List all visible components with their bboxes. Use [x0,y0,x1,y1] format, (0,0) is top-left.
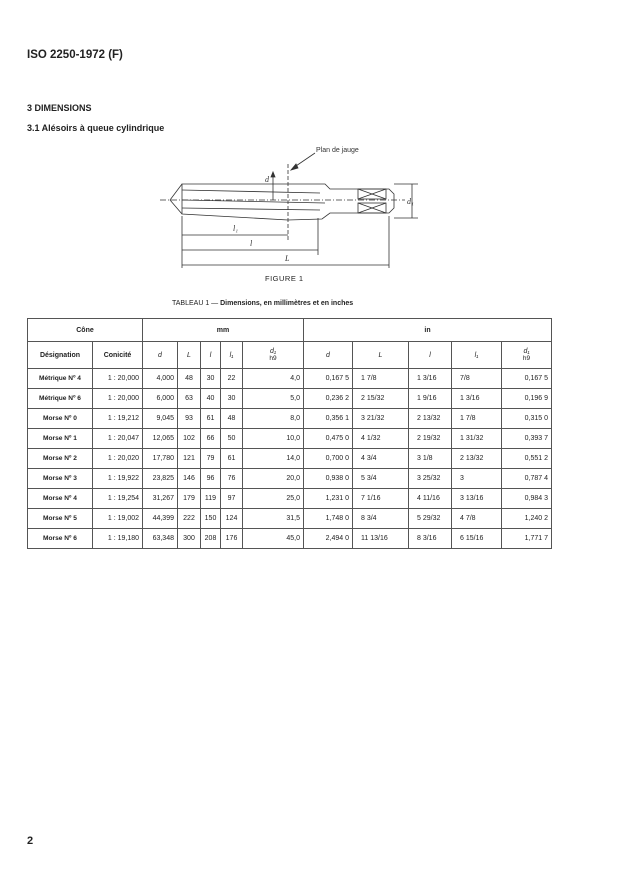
table-cell: 8 3/16 [409,529,452,549]
table-cell: 10,0 [243,429,304,449]
col-header-designation: Désignation [28,342,93,369]
table-cell: 66 [201,429,221,449]
table-cell: 22 [221,369,243,389]
table-cell: 3 [452,469,502,489]
table-cell: 4 1/32 [353,429,409,449]
table-cell: 44,399 [143,509,178,529]
table-cell: 0,475 0 [304,429,353,449]
table-cell: 0,167 5 [502,369,552,389]
table-cell: 2 19/32 [409,429,452,449]
section-heading: 3 DIMENSIONS [27,103,92,113]
label-d1: d₁ [407,197,414,206]
table-cell: 1 7/8 [452,409,502,429]
tolerance-label: h9 [269,355,277,362]
table-cell: 0,984 3 [502,489,552,509]
table-cell: 79 [201,449,221,469]
d1-label: d₁ [269,348,277,355]
table-cell: 1 : 20,047 [93,429,143,449]
table-cell: Morse Nº 0 [28,409,93,429]
table-cell: 50 [221,429,243,449]
table-cell: 121 [178,449,201,469]
table-cell: 61 [201,409,221,429]
tolerance-label: h9 [522,355,531,362]
table-cell: Morse Nº 4 [28,489,93,509]
table-cell: 48 [221,409,243,429]
table-cell: 0,551 2 [502,449,552,469]
table-cell: 7 1/16 [353,489,409,509]
table-cell: 8,0 [243,409,304,429]
table-cell: 5,0 [243,389,304,409]
table-cell: 9,045 [143,409,178,429]
table-cell: 3 21/32 [353,409,409,429]
table-cell: 1 31/32 [452,429,502,449]
table-cell: 1,771 7 [502,529,552,549]
table-cell: 1 9/16 [409,389,452,409]
table-cell: 48 [178,369,201,389]
table-caption-text: Dimensions, en millimètres et en inches [220,300,354,307]
table-cell: 96 [201,469,221,489]
table-cell: 3 25/32 [409,469,452,489]
table-cell: 150 [201,509,221,529]
table-row [28,489,552,509]
table-cell: 1,231 0 [304,489,353,509]
group-header-cone: Cône [28,319,143,342]
table-cell: Métrique Nº 6 [28,389,93,409]
table-caption [172,300,353,307]
table-cell: 2 15/32 [353,389,409,409]
table-cell: 63,348 [143,529,178,549]
table-cell: 25,0 [243,489,304,509]
table-cell: 0,236 2 [304,389,353,409]
table-cell: 20,0 [243,469,304,489]
callout-plan-de-jauge: Plan de jauge [316,147,359,154]
table-cell: 61 [221,449,243,469]
table-cell: 0,700 0 [304,449,353,469]
document-header: ISO 2250-1972 (F) [27,49,123,61]
table-cell: 0,787 4 [502,469,552,489]
table-cell: 0,393 7 [502,429,552,449]
table-cell: Morse Nº 2 [28,449,93,469]
d1-label: d₁ [523,348,530,355]
table-cell: 2 13/32 [409,409,452,429]
table-cell: 2,494 0 [304,529,353,549]
table-cell: 97 [221,489,243,509]
table-cell: 11 13/16 [353,529,409,549]
table-row [28,509,552,529]
label-d: d [265,175,269,184]
col-header-L-in: L [353,342,409,369]
table-cell: Métrique Nº 4 [28,369,93,389]
table-cell: 146 [178,469,201,489]
table-cell: 17,780 [143,449,178,469]
table-cell: 208 [201,529,221,549]
table-cell: 1 : 20,000 [93,369,143,389]
col-header-d-mm: d [143,342,178,369]
table-cell: 1 : 19,254 [93,489,143,509]
table-cell: 124 [221,509,243,529]
table-cell: 6 15/16 [452,529,502,549]
table-cell: 1 7/8 [353,369,409,389]
table-cell: 40 [201,389,221,409]
group-header-mm: mm [143,319,304,342]
table-cell: 31,267 [143,489,178,509]
table-cell: 1 3/16 [409,369,452,389]
col-header-L-mm: L [178,342,201,369]
col-header-l1-in: l₁ [452,342,502,369]
table-cell: 6,000 [143,389,178,409]
table-row [28,389,552,409]
table-cell: Morse Nº 1 [28,429,93,449]
table-cell: 4,0 [243,369,304,389]
table-cell: 102 [178,429,201,449]
table-cell: 1 : 20,000 [93,389,143,409]
table-cell: 5 3/4 [353,469,409,489]
table-cell: 12,065 [143,429,178,449]
table-cell: 222 [178,509,201,529]
table-cell: 76 [221,469,243,489]
table-cell: 0,196 9 [502,389,552,409]
col-header-conicite: Conicité [93,342,143,369]
table-cell: 45,0 [243,529,304,549]
table-cell: Morse Nº 5 [28,509,93,529]
table-row [28,369,552,389]
table-cell: 1 : 19,212 [93,409,143,429]
table-cell: 93 [178,409,201,429]
table-cell: 1 : 19,180 [93,529,143,549]
table-cell: 119 [201,489,221,509]
col-header-l-in: l [409,342,452,369]
table-cell: 3 13/16 [452,489,502,509]
table-cell: 30 [221,389,243,409]
table-cell: 1 : 19,002 [93,509,143,529]
table-caption-prefix: TABLEAU 1 — [172,300,221,307]
table-cell: 3 1/8 [409,449,452,469]
table-cell: 0,356 1 [304,409,353,429]
label-l: l [250,239,253,248]
col-header-l-mm: l [201,342,221,369]
table-cell: 1,240 2 [502,509,552,529]
page-number: 2 [27,835,34,847]
table-cell: 0,167 5 [304,369,353,389]
table-cell: 300 [178,529,201,549]
label-l1: l₁ [233,224,239,233]
table-row [28,469,552,489]
table-cell: 31,5 [243,509,304,529]
table-cell: 14,0 [243,449,304,469]
table-cell: 8 3/4 [353,509,409,529]
table-cell: 176 [221,529,243,549]
table-cell: 7/8 [452,369,502,389]
figure-reamer-drawing [150,140,430,275]
table-cell: 1 : 19,922 [93,469,143,489]
col-header-l1-mm: l₁ [221,342,243,369]
table-cell: 2 13/32 [452,449,502,469]
table-cell: 1 : 20,020 [93,449,143,469]
table-cell: 4 3/4 [353,449,409,469]
table-cell: 23,825 [143,469,178,489]
table-cell: Morse Nº 3 [28,469,93,489]
table-cell: 1,748 0 [304,509,353,529]
col-header-d-in: d [304,342,353,369]
table-row [28,429,552,449]
table-cell: 179 [178,489,201,509]
table-cell: 4 11/16 [409,489,452,509]
table-row [28,449,552,469]
col-header-d1-mm [243,342,304,369]
table-cell: 0,315 0 [502,409,552,429]
group-header-in: in [304,319,552,342]
table-cell: 4 7/8 [452,509,502,529]
table-cell: 30 [201,369,221,389]
figure-caption: FIGURE 1 [265,274,304,283]
table-cell: 5 29/32 [409,509,452,529]
col-header-d1-in [502,342,552,369]
subsection-heading: 3.1 Alésoirs à queue cylindrique [27,123,165,133]
table-cell: Morse Nº 6 [28,529,93,549]
table-row [28,409,552,429]
table-row [28,529,552,549]
dimensions-table [27,318,552,549]
table-cell: 1 3/16 [452,389,502,409]
table-cell: 63 [178,389,201,409]
label-L: L [285,254,290,263]
table-cell: 0,938 0 [304,469,353,489]
table-cell: 4,000 [143,369,178,389]
